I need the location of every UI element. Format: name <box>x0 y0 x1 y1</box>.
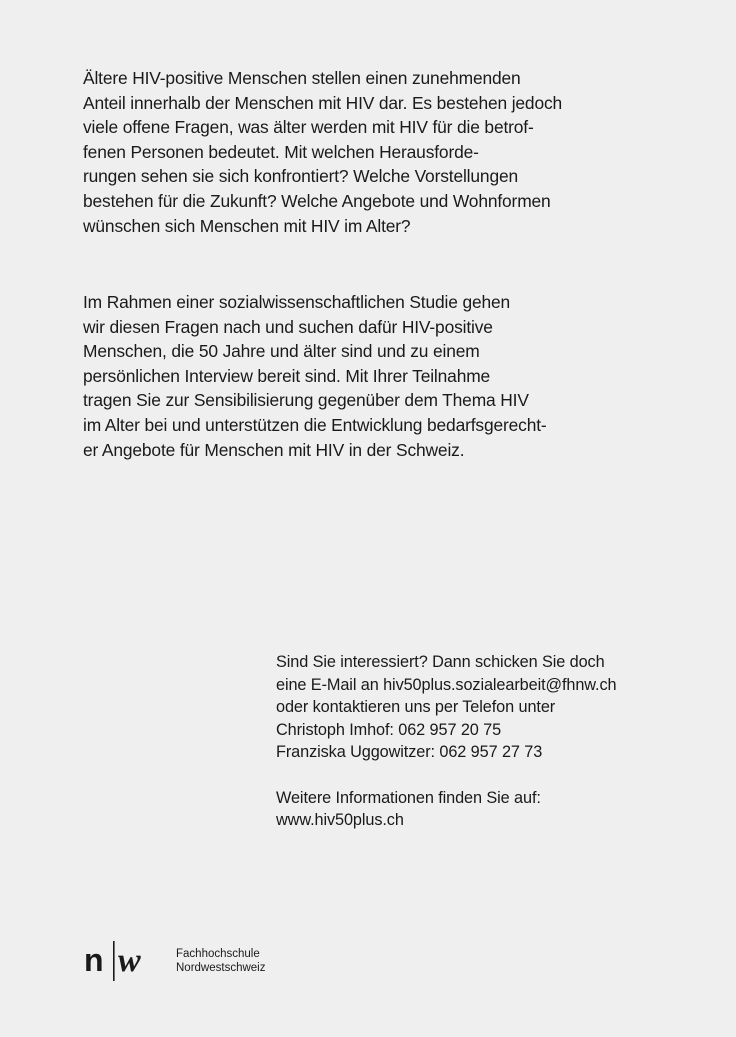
intro-line: rungen sehen sie sich konfrontiert? Welche Vorstellungen <box>83 166 519 187</box>
intro-line: fenen Personen bedeutet. Mit welchen Herausforde- <box>83 141 479 162</box>
logo-name-line2: Nordwestschweiz <box>176 961 266 974</box>
contact-email-line[interactable]: eine E-Mail an hiv50plus.sozialearbeit@fhnw.ch <box>276 675 617 694</box>
study-line: persönlichen Interview bereit sind. Mit Ihrer Teilnahme <box>83 365 491 386</box>
study-line: Menschen, die 50 Jahre und älter sind und zu einem <box>83 341 480 362</box>
intro-line: wünschen sich Menschen mit HIV im Alter? <box>83 215 411 236</box>
study-line: Im Rahmen einer sozialwissenschaftlichen Studie gehen <box>83 292 511 312</box>
logo-letter-w: w <box>118 942 141 979</box>
contact-phone-intro: oder kontaktieren uns per Telefon unter <box>276 698 556 717</box>
study-line: tragen Sie zur Sensibilisierung gegenüber dem Thema HIV <box>83 390 529 411</box>
fhnw-logo-mark <box>84 939 164 983</box>
intro-line: bestehen für die Zukunft? Welche Angebote und Wohnformen <box>83 190 551 211</box>
contact-block <box>276 651 716 832</box>
study-paragraph <box>83 290 643 462</box>
website-link[interactable]: www.hiv50plus.ch <box>276 811 404 830</box>
contact-phone-imhof: Christoph Imhof: 062 957 20 75 <box>276 720 502 739</box>
study-line: im Alter bei und unterstützen die Entwicklung bedarfsgerecht- <box>83 414 547 435</box>
study-line: er Angebote für Menschen mit HIV in der Schweiz. <box>83 439 465 460</box>
intro-line: Anteil innerhalb der Menschen mit HIV dar. Es bestehen jedoch <box>83 92 563 113</box>
fhnw-logo <box>84 939 344 983</box>
contact-invite: Sind Sie interessiert? Dann schicken Sie doch <box>276 653 605 671</box>
intro-line: viele offene Fragen, was älter werden mit HIV für die betrof- <box>83 117 534 138</box>
study-line: wir diesen Fragen nach und suchen dafür HIV-positive <box>83 316 493 337</box>
logo-name-line1: Fachhochschule <box>176 948 260 960</box>
spacer <box>276 764 716 787</box>
more-info-label: Weitere Informationen finden Sie auf: <box>276 788 541 807</box>
logo-divider <box>113 941 115 981</box>
contact-phone-uggowitzer: Franziska Uggowitzer: 062 957 27 73 <box>276 743 543 762</box>
logo-letter-n: n <box>84 942 104 978</box>
logo-institution-name <box>176 948 265 975</box>
intro-line: Ältere HIV-positive Menschen stellen einen zunehmenden <box>83 68 521 88</box>
intro-paragraph <box>83 66 643 238</box>
